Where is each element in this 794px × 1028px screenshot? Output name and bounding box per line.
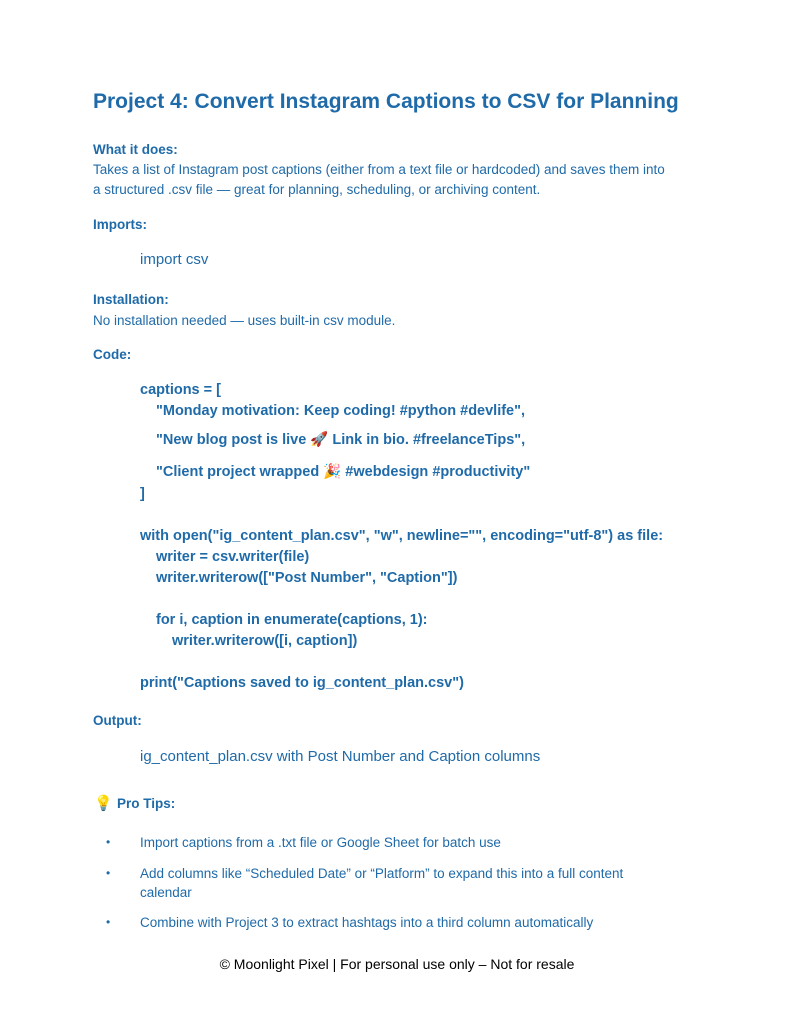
pro-tip-item: Combine with Project 3 to extract hashtags into a third column automatically <box>140 915 594 930</box>
party-popper-icon: 🎉 <box>323 464 342 480</box>
footer: © Moonlight Pixel | For personal use only – Not for resale <box>219 956 575 972</box>
code-line: captions = [ <box>140 382 221 398</box>
rocket-icon: 🚀 <box>310 432 329 448</box>
code-text: #webdesign #productivity" <box>341 464 531 480</box>
bullet-icon: • <box>106 866 111 880</box>
code-line: with open("ig_content_plan.csv", "w", newline="", encoding="utf-8") as file: <box>140 528 664 544</box>
code-label: Code: <box>93 347 132 362</box>
code-text: Link in bio. #freelanceTips", <box>328 432 526 448</box>
what-it-does-line-1: Takes a list of Instagram post captions (either from a text file or hardcoded) and saves them into <box>93 162 665 177</box>
output-label: Output: <box>93 713 142 728</box>
imports-label: Imports: <box>93 217 147 232</box>
code-line: ] <box>140 486 145 502</box>
what-it-does-line-2: a structured .csv file — great for planning, scheduling, or archiving content. <box>93 182 541 197</box>
code-line: writer = csv.writer(file) <box>156 549 310 565</box>
code-text: "Client project wrapped <box>156 464 324 480</box>
code-line: "Monday motivation: Keep coding! #python #devlife", <box>156 403 526 419</box>
installation-label: Installation: <box>93 292 169 307</box>
installation-text: No installation needed — uses built-in csv module. <box>93 313 396 328</box>
code-line: writer.writerow(["Post Number", "Caption"]) <box>156 570 458 586</box>
pro-tip-item: Add columns like “Scheduled Date” or “Platform” to expand this into a full content <box>140 866 624 881</box>
pro-tip-item: Import captions from a .txt file or Google Sheet for batch use <box>140 835 501 850</box>
bullet-icon: • <box>106 915 111 929</box>
code-line: print("Captions saved to ig_content_plan.csv") <box>140 675 464 691</box>
code-line <box>156 431 525 448</box>
output-text: ig_content_plan.csv with Post Number and Caption columns <box>140 748 541 765</box>
code-line: writer.writerow([i, caption]) <box>172 633 358 649</box>
imports-code: import csv <box>140 251 209 268</box>
what-it-does-label: What it does: <box>93 142 178 157</box>
code-line <box>156 463 530 480</box>
bullet-icon: • <box>106 835 111 849</box>
lightbulb-icon: 💡 <box>94 795 113 812</box>
page-title: Project 4: Convert Instagram Captions to CSV for Planning <box>93 90 679 113</box>
code-text: "New blog post is live <box>156 432 311 448</box>
pro-tip-item-continued: calendar <box>140 885 192 900</box>
code-line: for i, caption in enumerate(captions, 1): <box>156 612 428 628</box>
pro-tips-label: Pro Tips: <box>117 796 176 811</box>
